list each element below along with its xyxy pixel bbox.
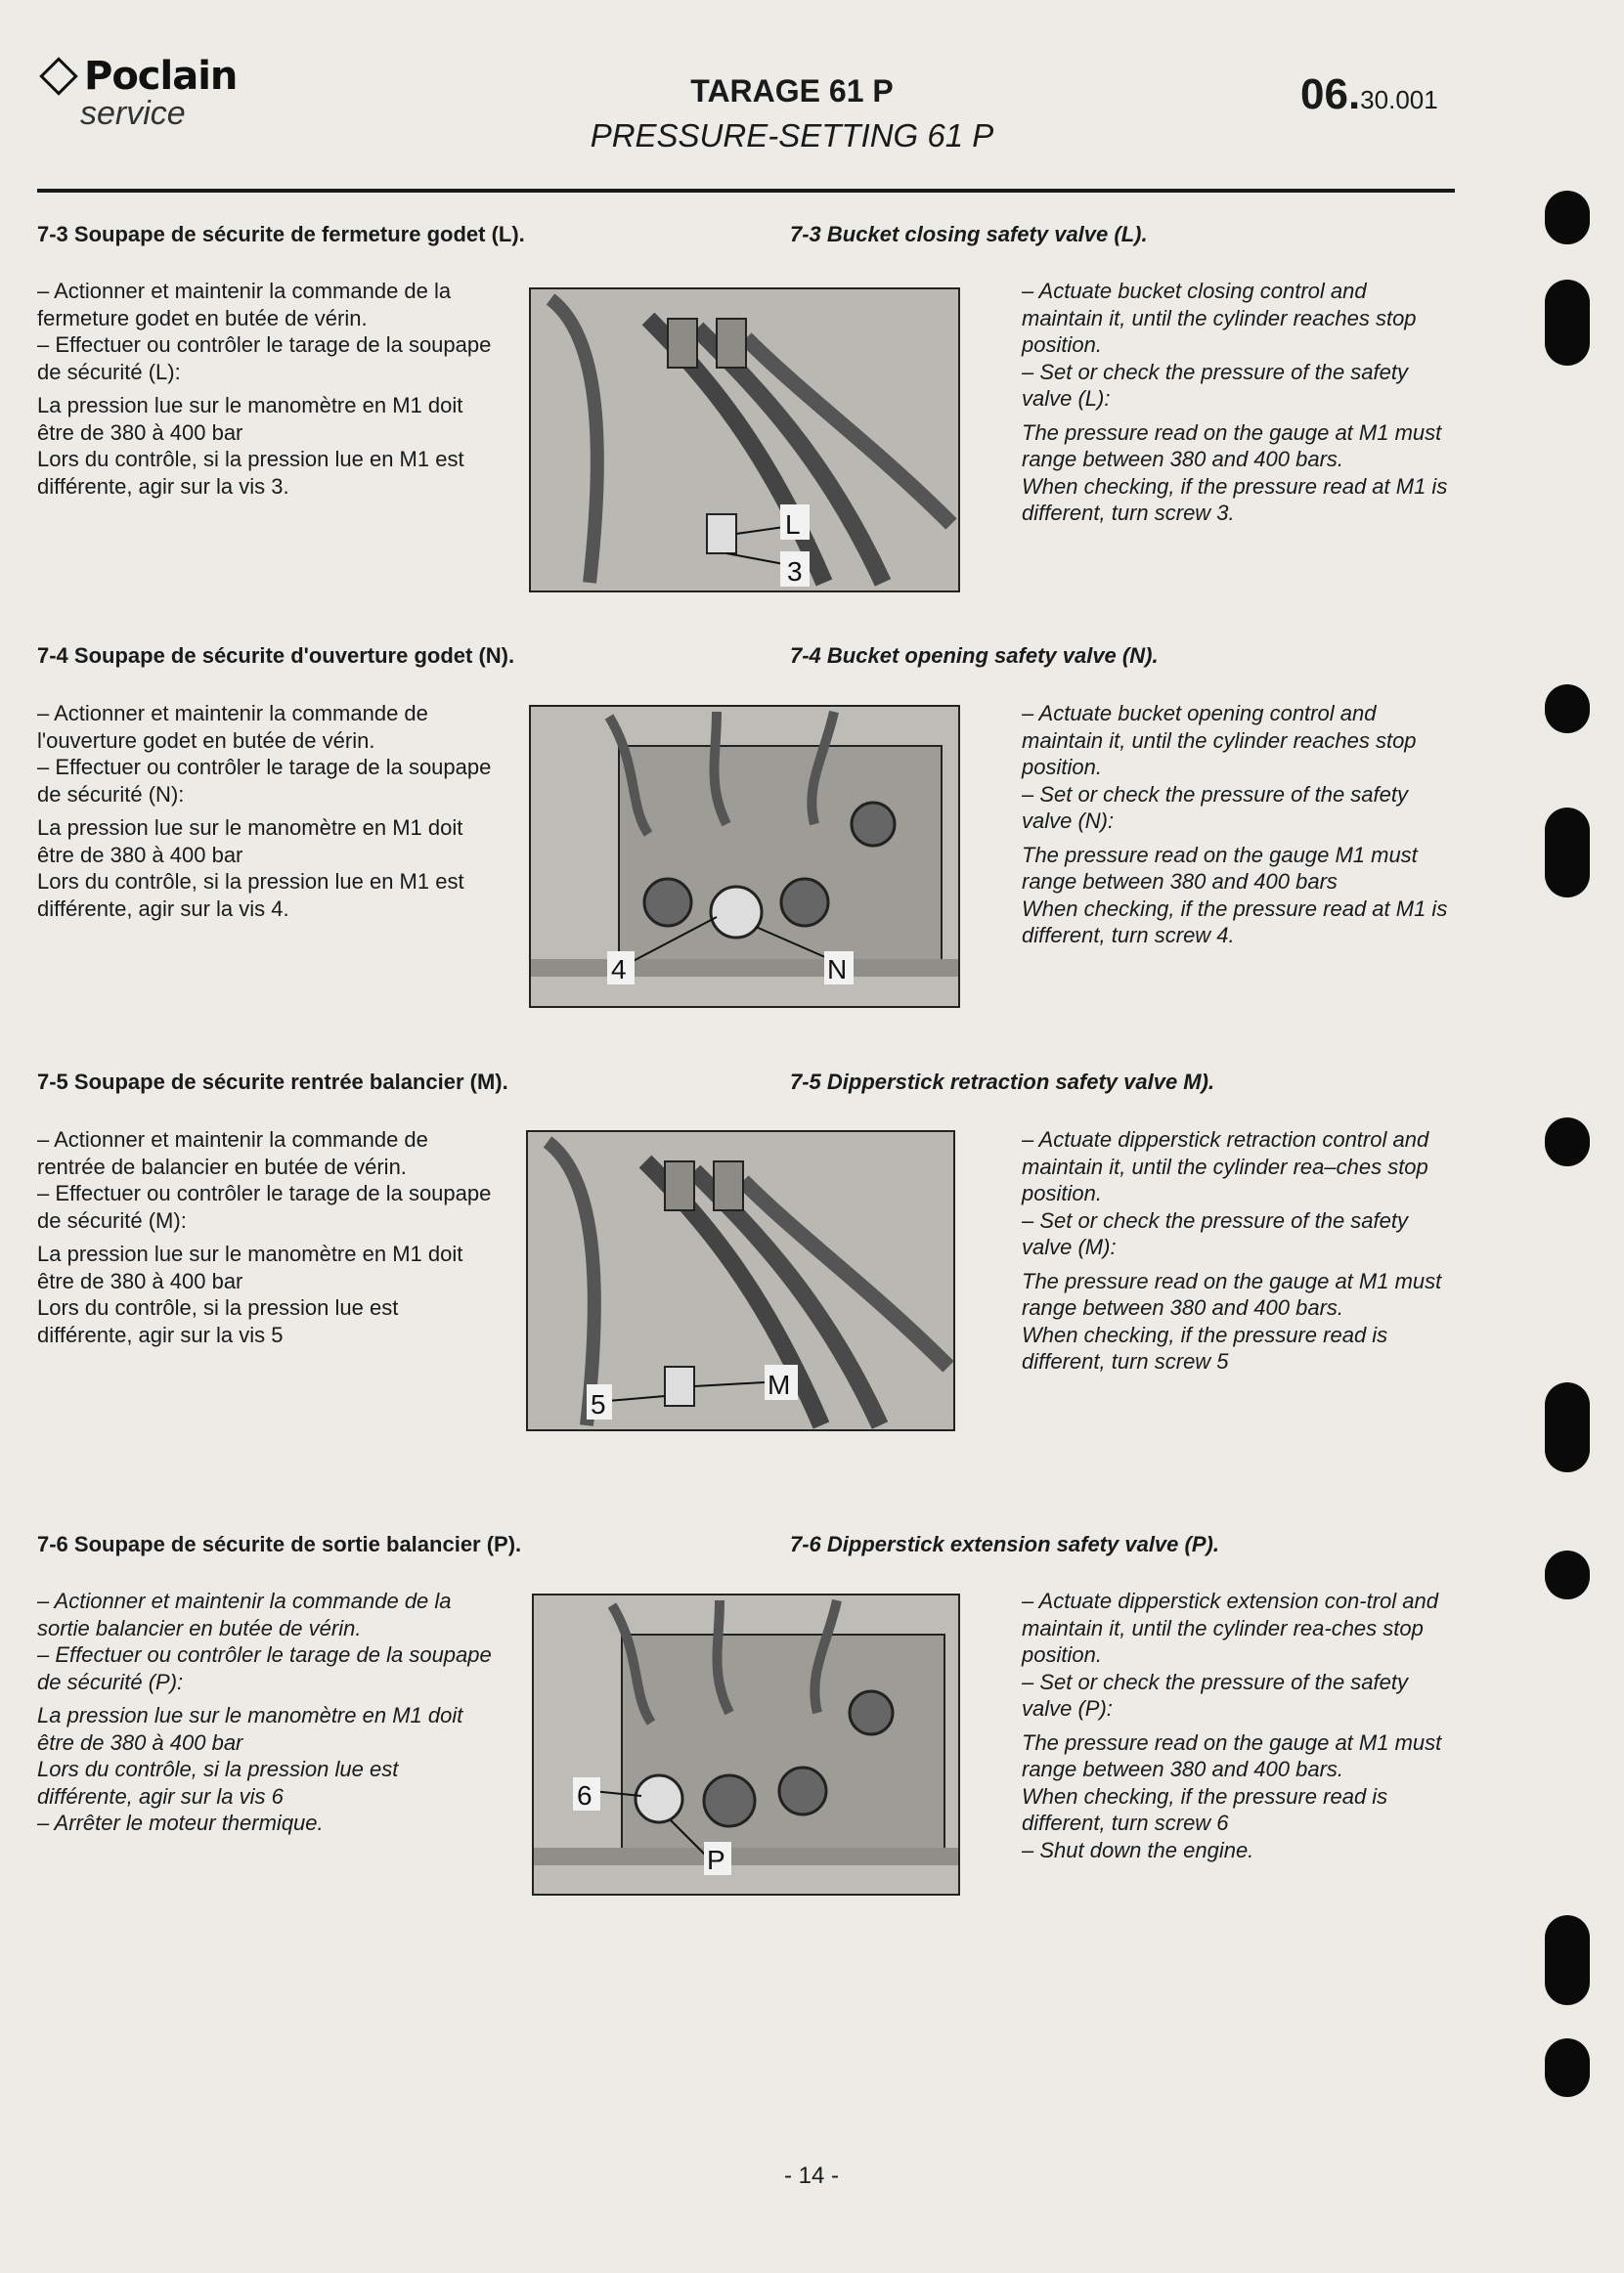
instructions-en [1022,1126,1452,1376]
section-heading-en: 7-3 Bucket closing safety valve (L). [790,222,1148,246]
document-number [1300,70,1438,119]
binder-hole [1545,1117,1590,1166]
poclain-logo [39,54,237,133]
section-heading-en: 7-6 Dipperstick extension safety valve (P). [790,1532,1219,1556]
binder-hole [1545,2038,1590,2097]
title-fr: TARAGE 61 P [690,73,894,109]
header-divider [37,189,1455,193]
pressure-text: La pression lue sur le manomètre en M1 doit être de 380 à 400 bar [37,393,463,445]
step-text: – Effectuer ou contrôler le tarage de la soupape de sécurité (M): [37,1181,492,1233]
section-heading-fr: 7-5 Soupape de sécurite rentrée balancier (M). [37,1070,508,1094]
callout-label: L [785,509,801,540]
step-text: – Set or check the pressure of the safety valve (P): [1022,1669,1408,1721]
check-text: When checking, if the pressure read is different, turn screw 5 [1022,1322,1388,1374]
step-text: – Shut down the engine. [1022,1837,1254,1862]
callout-label: N [827,954,848,984]
step-text: – Effectuer ou contrôler le tarage de la soupape de sécurité (L): [37,332,492,384]
instructions-fr [37,278,497,500]
callout-label: 6 [577,1780,593,1811]
step-text: – Actionner et maintenir la commande de rentrée de balancier en butée de vérin. [37,1127,428,1179]
step-text: – Actionner et maintenir la commande de l'ouverture godet en butée de vérin. [37,701,428,753]
section-heading-fr: 7-3 Soupape de sécurite de fermeture godet (L). [37,222,525,246]
diamond-icon [39,57,78,96]
binder-hole [1545,1382,1590,1472]
step-text: – Actuate bucket closing control and maintain it, until the cylinder reaches stop position. [1022,279,1417,357]
pressure-text: La pression lue sur le manomètre en M1 doit être de 380 à 400 bar [37,1242,463,1293]
binder-hole [1545,1551,1590,1599]
step-text: – Actionner et maintenir la commande de la fermeture godet en butée de vérin. [37,279,452,330]
logo-brand-text: Poclain [84,54,238,99]
step-text: – Set or check the pressure of the safety valve (L): [1022,359,1408,411]
logo-sub-text: service [80,95,186,132]
check-text: When checking, if the pressure read is different, turn screw 6 [1022,1783,1388,1835]
callout-label: M [768,1370,791,1400]
instructions-en [1022,278,1452,527]
pressure-text: La pression lue sur le manomètre en M1 doit être de 380 à 400 bar [37,815,463,867]
binder-hole [1545,280,1590,366]
step-text: – Set or check the pressure of the safety valve (N): [1022,781,1408,833]
check-text: Lors du contrôle, si la pression lue en M1 est différente, agir sur la vis 3. [37,447,464,499]
callout-label: P [707,1845,725,1875]
valve-photo [532,1594,960,1896]
step-text: – Arrêter le moteur thermique. [37,1811,324,1835]
page-title [528,73,1056,154]
doc-number-sub: 30.001 [1360,85,1438,114]
instructions-en [1022,1588,1452,1863]
pressure-text: The pressure read on the gauge at M1 must range between 380 and 400 bars. [1022,1729,1442,1781]
instructions-fr [37,1588,497,1837]
section-heading-fr: 7-4 Soupape de sécurite d'ouverture godet (N). [37,643,515,668]
binder-hole [1545,808,1590,897]
check-text: When checking, if the pressure read at M1 is different, turn screw 4. [1022,896,1448,947]
step-text: – Actuate dipperstick retraction control and maintain it, until the cylinder rea–ches stop position. [1022,1127,1429,1205]
valve-photo [529,287,960,592]
pressure-text: The pressure read on the gauge M1 must range between 380 and 400 bars [1022,842,1418,894]
valve-photo [526,1130,955,1431]
step-text: – Effectuer ou contrôler le tarage de la soupape de sécurité (N): [37,755,492,807]
title-en: PRESSURE-SETTING 61 P [590,117,994,153]
check-text: When checking, if the pressure read at M1 is different, turn screw 3. [1022,473,1448,525]
check-text: Lors du contrôle, si la pression lue en M1 est différente, agir sur la vis 4. [37,869,464,921]
instructions-en [1022,700,1452,949]
check-text: Lors du contrôle, si la pression lue est différente, agir sur la vis 6 [37,1757,399,1809]
section-heading-fr: 7-6 Soupape de sécurite de sortie balancier (P). [37,1532,522,1556]
callout-label: 3 [787,556,803,587]
step-text: – Actuate dipperstick extension con-trol and maintain it, until the cylinder rea-ches stop position. [1022,1589,1438,1667]
page-number: - 14 - [783,2163,839,2189]
binder-hole [1545,1915,1590,2005]
doc-number-main: 06. [1300,70,1361,118]
pressure-text: La pression lue sur le manomètre en M1 doit être de 380 à 400 bar [37,1703,463,1755]
pressure-text: The pressure read on the gauge at M1 must range between 380 and 400 bars. [1022,419,1442,471]
check-text: Lors du contrôle, si la pression lue est différente, agir sur la vis 5 [37,1295,399,1347]
binder-hole [1545,684,1590,733]
section-heading-en: 7-5 Dipperstick retraction safety valve M). [790,1070,1215,1094]
instructions-fr [37,700,497,922]
callout-label: 5 [591,1389,606,1420]
step-text: – Effectuer ou contrôler le tarage de la soupape de sécurité (P): [37,1642,492,1694]
step-text: – Actionner et maintenir la commande de la sortie balancier en butée de vérin. [37,1589,452,1640]
binder-hole [1545,191,1590,244]
step-text: – Actuate bucket opening control and maintain it, until the cylinder reaches stop position. [1022,701,1417,779]
callout-label: 4 [611,954,627,984]
step-text: – Set or check the pressure of the safety valve (M): [1022,1207,1408,1259]
instructions-fr [37,1126,497,1348]
pressure-text: The pressure read on the gauge at M1 must range between 380 and 400 bars. [1022,1268,1442,1320]
section-heading-en: 7-4 Bucket opening safety valve (N). [790,643,1159,668]
valve-photo [529,705,960,1008]
